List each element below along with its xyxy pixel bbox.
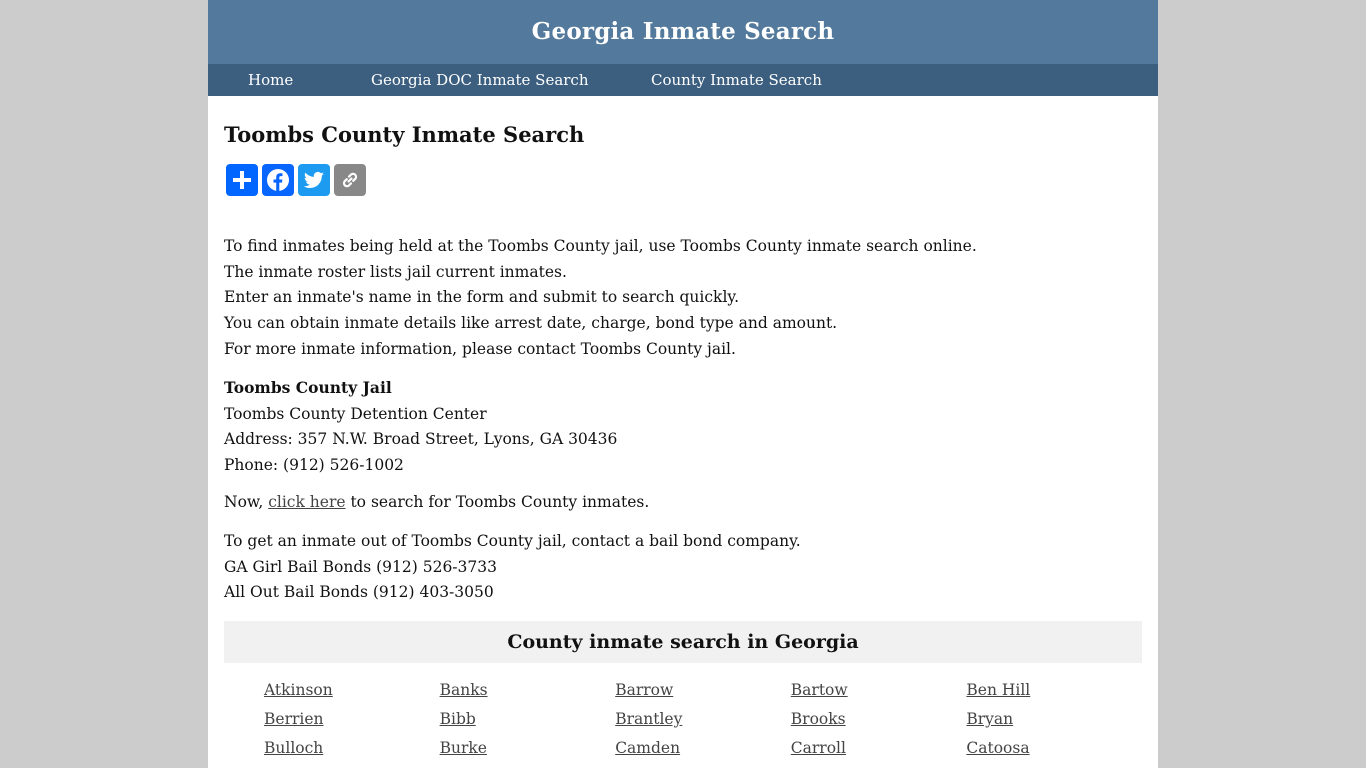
click-here-link[interactable]: click here	[268, 493, 346, 511]
jail-name: Toombs County Jail	[224, 378, 392, 397]
intro-line: To find inmates being held at the Toombs County jail, use Toombs County inmate search online.	[224, 237, 977, 255]
county-link[interactable]: Burke	[439, 739, 487, 757]
nav-item-county-inmate-search[interactable]: County Inmate Search	[651, 71, 822, 89]
share-bar	[226, 164, 366, 196]
nav-item-georgia-doc-inmate-search[interactable]: Georgia DOC Inmate Search	[371, 71, 589, 89]
twitter-share-button[interactable]	[298, 164, 330, 196]
county-link[interactable]: Banks	[439, 681, 488, 699]
jail-address: Address: 357 N.W. Broad Street, Lyons, GA 30436	[224, 430, 618, 449]
main-nav	[208, 64, 1158, 96]
county-link[interactable]: Bibb	[439, 710, 476, 728]
county-link[interactable]: Carroll	[790, 739, 846, 757]
bail-line: GA Girl Bail Bonds (912) 526-3733	[224, 557, 497, 576]
county-link[interactable]: Catoosa	[966, 739, 1030, 757]
nav-item-home[interactable]: Home	[248, 71, 294, 89]
site-title-link[interactable]: Georgia Inmate Search	[531, 17, 835, 45]
bail-line: To get an inmate out of Toombs County jail, contact a bail bond company.	[224, 532, 801, 550]
county-link[interactable]: Brooks	[790, 710, 846, 728]
page-container	[208, 0, 1158, 768]
facebook-share-button[interactable]	[262, 164, 294, 196]
county-link[interactable]: Camden	[615, 739, 681, 757]
jail-phone: Phone: (912) 526-1002	[224, 456, 404, 475]
county-link[interactable]: Brantley	[615, 710, 683, 728]
cta-suffix: to search for Toombs County inmates.	[345, 493, 650, 511]
twitter-icon	[302, 168, 326, 192]
copy-link-icon	[338, 168, 362, 192]
site-header	[208, 0, 1158, 64]
bail-line: All Out Bail Bonds (912) 403-3050	[224, 583, 494, 602]
search-cta	[224, 490, 649, 516]
intro-line: Enter an inmate's name in the form and submit to search quickly.	[224, 288, 740, 307]
bail-info	[224, 529, 801, 606]
cta-prefix: Now,	[224, 493, 269, 511]
county-link[interactable]: Ben Hill	[966, 681, 1031, 699]
county-link[interactable]: Bryan	[966, 710, 1014, 728]
facebook-icon	[266, 168, 290, 192]
intro-line: For more inmate information, please contact Toombs County jail.	[224, 339, 736, 358]
intro-line: The inmate roster lists jail current inmates.	[224, 262, 567, 281]
county-link[interactable]: Berrien	[264, 710, 324, 728]
intro-text	[224, 234, 977, 363]
county-link[interactable]: Atkinson	[264, 681, 333, 699]
county-link[interactable]: Bartow	[790, 681, 848, 699]
county-link[interactable]: Bulloch	[264, 739, 324, 757]
page-title: Toombs County Inmate Search	[224, 122, 585, 147]
jail-info	[224, 375, 617, 479]
county-link[interactable]: Barrow	[615, 681, 674, 699]
county-link-grid	[264, 680, 1144, 758]
share-plus-icon	[231, 169, 253, 191]
copy-link-button[interactable]	[334, 164, 366, 196]
county-section-heading: County inmate search in Georgia	[224, 621, 1142, 663]
jail-facility: Toombs County Detention Center	[224, 404, 487, 423]
share-button[interactable]	[226, 164, 258, 196]
intro-line: You can obtain inmate details like arrest date, charge, bond type and amount.	[224, 314, 838, 333]
